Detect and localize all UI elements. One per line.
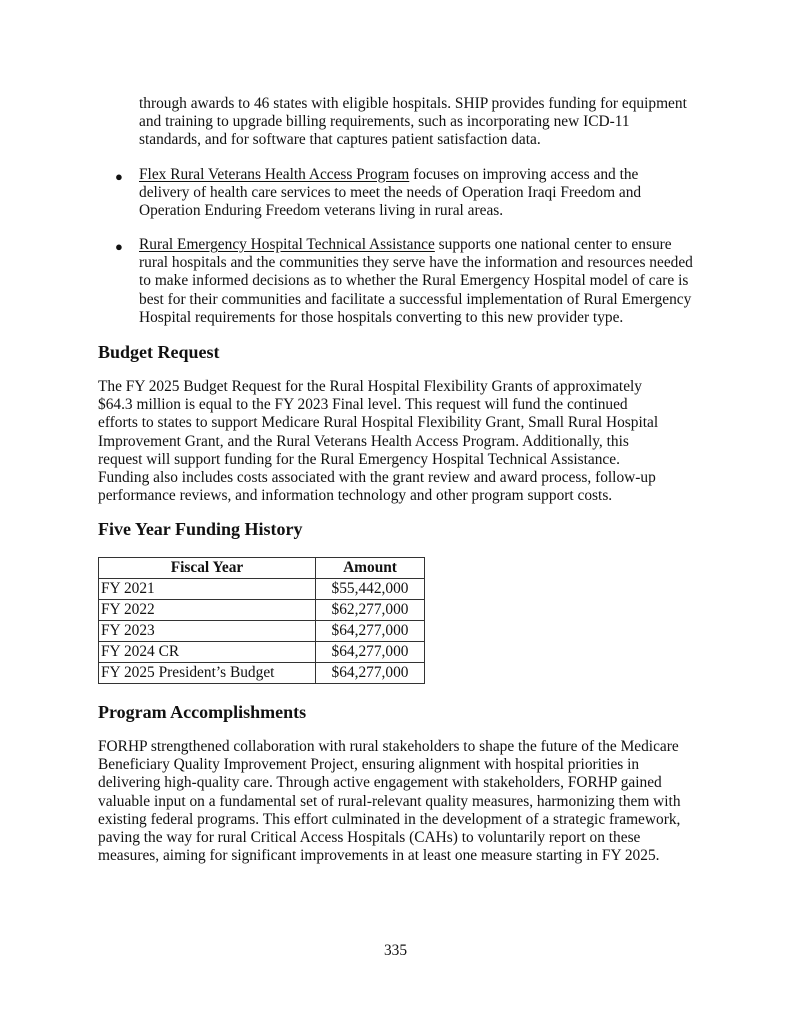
text-line: Beneficiary Quality Improvement Project, ensuring alignment with hospital priorities in bbox=[98, 756, 640, 774]
bullet-item-flex-rural-veterans bbox=[139, 166, 641, 221]
amount-cell: $64,277,000 bbox=[316, 663, 425, 684]
ship-continuation-paragraph bbox=[139, 95, 687, 150]
program-title-link: Flex Rural Veterans Health Access Program bbox=[139, 166, 410, 183]
text-line: delivering high-quality care. Through active engagement with stakeholders, FORHP gained bbox=[98, 774, 662, 792]
funding-history-table bbox=[98, 557, 425, 684]
amount-cell: $64,277,000 bbox=[316, 642, 425, 663]
text-line: through awards to 46 states with eligible hospitals. SHIP provides funding for equipment bbox=[139, 95, 687, 112]
text-line: delivery of health care services to meet the needs of Operation Iraqi Freedom and bbox=[139, 184, 642, 202]
text-fragment: supports one national center to ensure bbox=[434, 236, 672, 253]
table-row bbox=[99, 600, 425, 621]
fiscal-year-cell: FY 2024 CR bbox=[99, 642, 316, 663]
text-line: and training to upgrade billing requirements, such as incorporating new ICD-11 bbox=[139, 113, 630, 131]
bullet-item-reh-technical-assistance bbox=[139, 236, 693, 327]
table-row bbox=[99, 642, 425, 663]
text-line: rural hospitals and the communities they serve have the information and resources needed bbox=[139, 254, 693, 272]
fiscal-year-cell: FY 2021 bbox=[99, 579, 316, 600]
bullet-icon: ● bbox=[115, 239, 123, 254]
text-line: paving the way for rural Critical Access Hospitals (CAHs) to voluntarily report on these bbox=[98, 828, 641, 846]
table-row bbox=[99, 663, 425, 684]
funding-history-heading: Five Year Funding History bbox=[98, 519, 303, 539]
text-line: measures, aiming for significant improvements in at least one measure starting in FY 2025. bbox=[98, 847, 660, 865]
amount-cell: $62,277,000 bbox=[316, 600, 425, 621]
text-line: FORHP strengthened collaboration with rural stakeholders to shape the future of the Medicare bbox=[98, 738, 679, 755]
table-header-row bbox=[99, 558, 425, 579]
budget-request-paragraph bbox=[98, 378, 658, 505]
program-accomplishments-heading: Program Accomplishments bbox=[98, 702, 307, 722]
text-line: The FY 2025 Budget Request for the Rural Hospital Flexibility Grants of approximately bbox=[98, 378, 642, 395]
bullet-icon: ● bbox=[115, 169, 123, 184]
text-fragment: focuses on improving access and the bbox=[409, 166, 639, 183]
column-header-amount: Amount bbox=[316, 558, 425, 579]
program-title-link: Rural Emergency Hospital Technical Assistance bbox=[139, 236, 435, 253]
fiscal-year-cell: FY 2023 bbox=[99, 621, 316, 642]
column-header-fiscal-year: Fiscal Year bbox=[99, 558, 316, 579]
text-line: existing federal programs. This effort culminated in the development of a strategic framework, bbox=[98, 810, 681, 828]
budget-request-heading: Budget Request bbox=[98, 342, 220, 362]
amount-cell: $55,442,000 bbox=[316, 579, 425, 600]
text-line: Funding also includes costs associated with the grant review and award process, follow-up bbox=[98, 468, 656, 486]
text-line bbox=[139, 236, 693, 254]
text-line: Operation Enduring Freedom veterans living in rural areas. bbox=[139, 202, 504, 220]
text-line: performance reviews, and information technology and other program support costs. bbox=[98, 487, 613, 505]
text-line: request will support funding for the Rural Emergency Hospital Technical Assistance. bbox=[98, 450, 620, 468]
amount-cell: $64,277,000 bbox=[316, 621, 425, 642]
text-line bbox=[139, 166, 641, 184]
text-line: best for their communities and facilitate a successful implementation of Rural Emergency bbox=[139, 290, 692, 308]
table-row bbox=[99, 579, 425, 600]
table-row bbox=[99, 621, 425, 642]
text-line: $64.3 million is equal to the FY 2023 Final level. This request will fund the continued bbox=[98, 396, 628, 414]
text-line: Improvement Grant, and the Rural Veterans Health Access Program. Additionally, this bbox=[98, 432, 629, 450]
text-line: Hospital requirements for those hospitals converting to this new provider type. bbox=[139, 308, 624, 326]
text-line: valuable input on a fundamental set of rural-relevant quality measures, harmonizing them with bbox=[98, 792, 681, 810]
page-number: 335 bbox=[383, 942, 408, 959]
fiscal-year-cell: FY 2025 President’s Budget bbox=[99, 663, 316, 684]
text-line: efforts to states to support Medicare Rural Hospital Flexibility Grant, Small Rural Hospital bbox=[98, 414, 659, 432]
text-line: standards, and for software that captures patient satisfaction data. bbox=[139, 131, 541, 149]
text-line: to make informed decisions as to whether the Rural Emergency Hospital model of care is bbox=[139, 272, 689, 290]
fiscal-year-cell: FY 2022 bbox=[99, 600, 316, 621]
program-accomplishments-paragraph bbox=[98, 738, 681, 865]
